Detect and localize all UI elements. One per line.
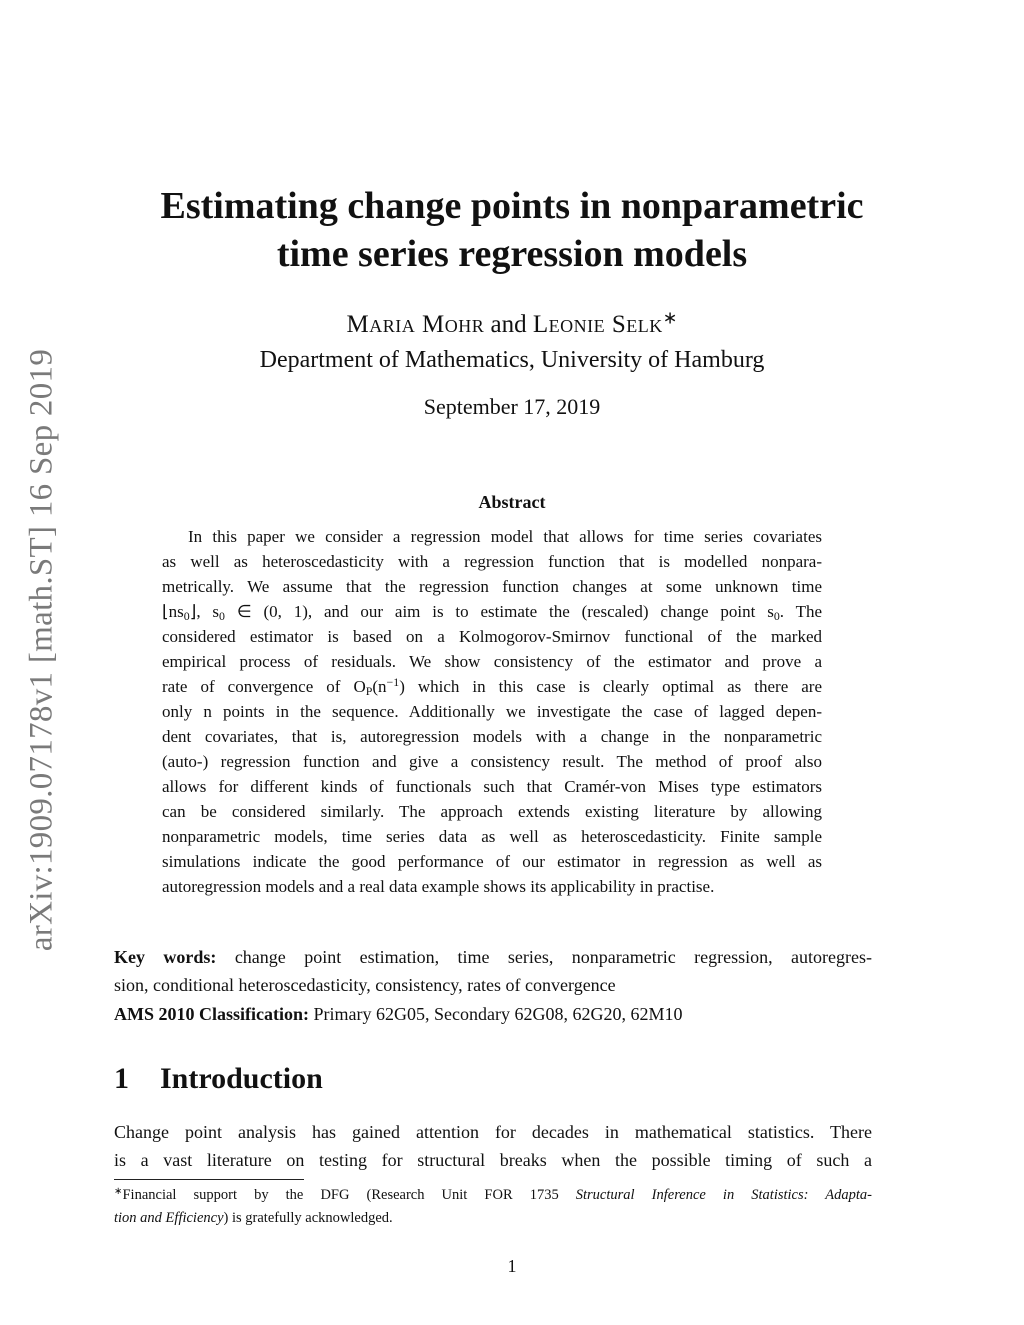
- abstract-line: as well as heteroscedasticity with a regression function that is modelled nonpara-: [162, 552, 822, 571]
- section-number: 1: [114, 1062, 129, 1095]
- title-line-2: time series regression models: [276, 233, 748, 275]
- keywords-line: sion, conditional heteroscedasticity, consistency, rates of convergence: [114, 975, 616, 995]
- abstract-line: autoregression models and a real data example shows its applicability in practise.: [162, 877, 715, 896]
- ams-label: AMS 2010 Classification:: [114, 1004, 309, 1024]
- ams-classification: [114, 1000, 872, 1028]
- page-number: 1: [507, 1256, 517, 1276]
- footnote-rule: [114, 1179, 304, 1180]
- abstract-line: dent covariates, that is, autoregression models with a change in the nonparametric: [162, 727, 822, 746]
- section-heading: [114, 1062, 323, 1096]
- abstract-line: only n points in the sequence. Additionally we investigate the case of lagged depen-: [162, 702, 822, 721]
- footnote: [114, 1184, 872, 1230]
- paper-title: [0, 182, 1024, 278]
- keywords-label: Key words:: [114, 947, 217, 967]
- keywords: [114, 943, 872, 999]
- abstract-line: considered estimator is based on a Kolmogorov-Smirnov functional of the marked: [162, 627, 822, 646]
- footnote-line: ∗Financial support by the DFG (Research Unit FOR 1735 Structural Inference in Statistics: Adapta-: [114, 1185, 872, 1203]
- intro-line: Change point analysis has gained attention for decades in mathematical statistics. There: [114, 1122, 872, 1142]
- author-list: [0, 307, 1024, 340]
- abstract-line: empirical process of residuals. We show consistency of the estimator and prove a: [162, 652, 822, 671]
- abstract-body: [162, 524, 822, 899]
- affiliation: Department of Mathematics, University of Hamburg: [259, 347, 765, 373]
- abstract-line: rate of convergence of $O_P(n^{-1})$ which in this case is clearly optimal as there are: [162, 675, 823, 698]
- author-selk: Leonie Selk: [532, 311, 663, 338]
- abstract-line: nonparametric models, time series data as well as heteroscedasticity. Finite sample: [162, 827, 822, 846]
- abstract-line: can be considered similarly. The approach extends existing literature by allowing: [162, 802, 822, 821]
- intro-line: is a vast literature on testing for structural breaks when the possible timing of such a: [114, 1150, 872, 1170]
- title-line-1: Estimating change points in nonparametric: [160, 185, 864, 227]
- abstract-heading: Abstract: [478, 492, 546, 512]
- author-mohr: Maria Mohr: [346, 311, 485, 338]
- footnote-line: tion and Efficiency) is gratefully acknowledged.: [114, 1210, 393, 1226]
- date: September 17, 2019: [423, 394, 601, 419]
- abstract-line: allows for different kinds of functionals such that Cramér-von Mises type estimators: [162, 777, 822, 796]
- ams-codes: Primary 62G05, Secondary 62G08, 62G20, 62M10: [309, 1004, 683, 1024]
- arxiv-identifier-stamp: arXiv:1909.07178v1 [math.ST] 16 Sep 2019: [23, 348, 60, 952]
- section-title: Introduction: [160, 1062, 323, 1095]
- footnote-mark: ∗: [662, 307, 678, 328]
- abstract-line: $⌊ns_0⌋$, $s_0$ ∈ (0, 1), and our aim is to estimate the (rescaled) change point $s_0$. The: [162, 602, 822, 623]
- keywords-line: Key words: change point estimation, time series, nonparametric regression, autoregres-: [114, 947, 872, 967]
- abstract-line: simulations indicate the good performance of our estimator in regression as well as: [162, 852, 822, 871]
- abstract-line: metrically. We assume that the regression function changes at some unknown time: [162, 577, 822, 596]
- abstract-line: In this paper we consider a regression model that allows for time series covariates: [188, 527, 822, 546]
- abstract-line: (auto-) regression function and give a consistency result. The method of proof also: [162, 752, 822, 771]
- introduction-text: [114, 1118, 872, 1174]
- author-conjunction: and: [490, 311, 527, 338]
